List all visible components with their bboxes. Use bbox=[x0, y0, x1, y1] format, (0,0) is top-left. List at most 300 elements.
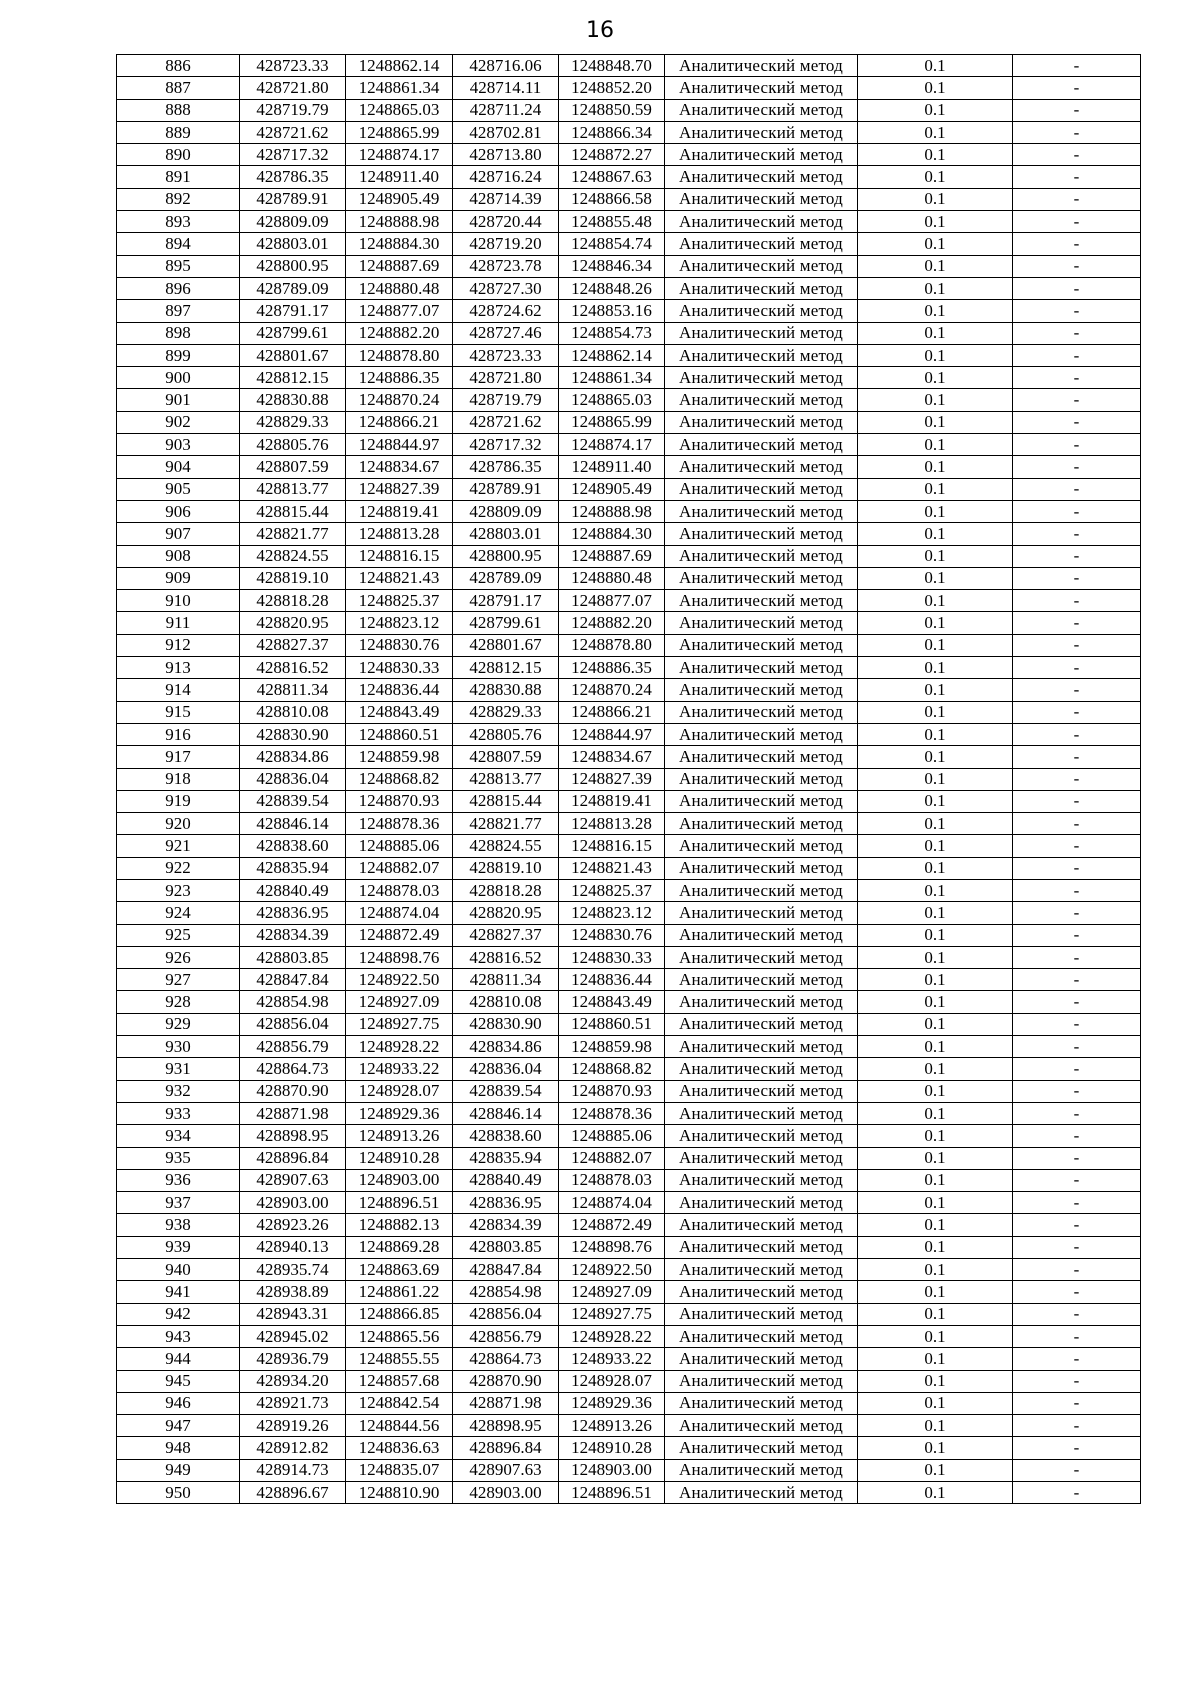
cell-x1-coordinate: 428856.79 bbox=[240, 1036, 346, 1058]
cell-method: Аналитический метод bbox=[665, 1303, 858, 1325]
cell-x1-coordinate: 428721.80 bbox=[240, 77, 346, 99]
table-row bbox=[117, 144, 1141, 166]
table-row bbox=[117, 634, 1141, 656]
cell-y1-coordinate: 1248836.44 bbox=[346, 679, 453, 701]
table-row bbox=[117, 1281, 1141, 1303]
table-row bbox=[117, 657, 1141, 679]
cell-x2-coordinate: 428800.95 bbox=[453, 545, 559, 567]
cell-x1-coordinate: 428935.74 bbox=[240, 1259, 346, 1281]
cell-point-number: 897 bbox=[117, 300, 240, 322]
cell-method: Аналитический метод bbox=[665, 590, 858, 612]
cell-x1-coordinate: 428789.91 bbox=[240, 188, 346, 210]
table-row bbox=[117, 300, 1141, 322]
table-row bbox=[117, 255, 1141, 277]
cell-note: - bbox=[1013, 590, 1141, 612]
cell-x2-coordinate: 428813.77 bbox=[453, 768, 559, 790]
cell-point-number: 950 bbox=[117, 1482, 240, 1504]
cell-y2-coordinate: 1248854.74 bbox=[559, 233, 665, 255]
cell-accuracy: 0.1 bbox=[858, 991, 1013, 1013]
cell-x2-coordinate: 428898.95 bbox=[453, 1415, 559, 1437]
cell-y2-coordinate: 1248874.04 bbox=[559, 1192, 665, 1214]
cell-x1-coordinate: 428816.52 bbox=[240, 657, 346, 679]
cell-accuracy: 0.1 bbox=[858, 99, 1013, 121]
cell-x2-coordinate: 428903.00 bbox=[453, 1482, 559, 1504]
cell-note: - bbox=[1013, 991, 1141, 1013]
table-row bbox=[117, 277, 1141, 299]
cell-note: - bbox=[1013, 1281, 1141, 1303]
cell-x2-coordinate: 428856.04 bbox=[453, 1303, 559, 1325]
table-row bbox=[117, 701, 1141, 723]
cell-accuracy: 0.1 bbox=[858, 924, 1013, 946]
cell-note: - bbox=[1013, 813, 1141, 835]
cell-x1-coordinate: 428803.01 bbox=[240, 233, 346, 255]
cell-note: - bbox=[1013, 1437, 1141, 1459]
cell-accuracy: 0.1 bbox=[858, 277, 1013, 299]
cell-note: - bbox=[1013, 902, 1141, 924]
cell-note: - bbox=[1013, 500, 1141, 522]
cell-note: - bbox=[1013, 746, 1141, 768]
table-row bbox=[117, 367, 1141, 389]
cell-method: Аналитический метод bbox=[665, 121, 858, 143]
table-row bbox=[117, 121, 1141, 143]
cell-y2-coordinate: 1248866.21 bbox=[559, 701, 665, 723]
cell-accuracy: 0.1 bbox=[858, 590, 1013, 612]
cell-x1-coordinate: 428801.67 bbox=[240, 344, 346, 366]
cell-note: - bbox=[1013, 99, 1141, 121]
cell-method: Аналитический метод bbox=[665, 389, 858, 411]
cell-method: Аналитический метод bbox=[665, 255, 858, 277]
cell-y1-coordinate: 1248842.54 bbox=[346, 1392, 453, 1414]
cell-point-number: 946 bbox=[117, 1392, 240, 1414]
cell-point-number: 933 bbox=[117, 1102, 240, 1124]
cell-y2-coordinate: 1248878.80 bbox=[559, 634, 665, 656]
cell-accuracy: 0.1 bbox=[858, 300, 1013, 322]
cell-y2-coordinate: 1248874.17 bbox=[559, 434, 665, 456]
cell-note: - bbox=[1013, 1459, 1141, 1481]
cell-y1-coordinate: 1248830.76 bbox=[346, 634, 453, 656]
cell-y2-coordinate: 1248878.36 bbox=[559, 1102, 665, 1124]
cell-y1-coordinate: 1248878.80 bbox=[346, 344, 453, 366]
cell-method: Аналитический метод bbox=[665, 879, 858, 901]
cell-x1-coordinate: 428838.60 bbox=[240, 835, 346, 857]
cell-y1-coordinate: 1248887.69 bbox=[346, 255, 453, 277]
cell-x2-coordinate: 428854.98 bbox=[453, 1281, 559, 1303]
cell-y1-coordinate: 1248855.55 bbox=[346, 1348, 453, 1370]
cell-point-number: 890 bbox=[117, 144, 240, 166]
cell-y2-coordinate: 1248928.07 bbox=[559, 1370, 665, 1392]
cell-y2-coordinate: 1248872.27 bbox=[559, 144, 665, 166]
cell-y1-coordinate: 1248834.67 bbox=[346, 456, 453, 478]
cell-x1-coordinate: 428719.79 bbox=[240, 99, 346, 121]
cell-x1-coordinate: 428807.59 bbox=[240, 456, 346, 478]
cell-accuracy: 0.1 bbox=[858, 523, 1013, 545]
cell-y2-coordinate: 1248877.07 bbox=[559, 590, 665, 612]
cell-y1-coordinate: 1248922.50 bbox=[346, 969, 453, 991]
cell-y2-coordinate: 1248860.51 bbox=[559, 1013, 665, 1035]
cell-accuracy: 0.1 bbox=[858, 1102, 1013, 1124]
cell-y2-coordinate: 1248865.03 bbox=[559, 389, 665, 411]
cell-y1-coordinate: 1248928.22 bbox=[346, 1036, 453, 1058]
cell-y2-coordinate: 1248830.76 bbox=[559, 924, 665, 946]
cell-method: Аналитический метод bbox=[665, 1214, 858, 1236]
cell-y1-coordinate: 1248836.63 bbox=[346, 1437, 453, 1459]
table-row bbox=[117, 523, 1141, 545]
cell-y1-coordinate: 1248880.48 bbox=[346, 277, 453, 299]
cell-accuracy: 0.1 bbox=[858, 478, 1013, 500]
table-row bbox=[117, 1192, 1141, 1214]
cell-accuracy: 0.1 bbox=[858, 634, 1013, 656]
cell-y1-coordinate: 1248861.34 bbox=[346, 77, 453, 99]
cell-y1-coordinate: 1248870.93 bbox=[346, 790, 453, 812]
cell-note: - bbox=[1013, 946, 1141, 968]
cell-x2-coordinate: 428835.94 bbox=[453, 1147, 559, 1169]
cell-y1-coordinate: 1248878.03 bbox=[346, 879, 453, 901]
cell-point-number: 935 bbox=[117, 1147, 240, 1169]
cell-method: Аналитический метод bbox=[665, 1482, 858, 1504]
cell-y2-coordinate: 1248821.43 bbox=[559, 857, 665, 879]
cell-note: - bbox=[1013, 969, 1141, 991]
cell-y2-coordinate: 1248844.97 bbox=[559, 723, 665, 745]
cell-note: - bbox=[1013, 55, 1141, 77]
cell-accuracy: 0.1 bbox=[858, 389, 1013, 411]
cell-y1-coordinate: 1248882.20 bbox=[346, 322, 453, 344]
cell-x2-coordinate: 428702.81 bbox=[453, 121, 559, 143]
cell-x1-coordinate: 428940.13 bbox=[240, 1236, 346, 1258]
cell-x1-coordinate: 428898.95 bbox=[240, 1125, 346, 1147]
table-row bbox=[117, 166, 1141, 188]
table-row bbox=[117, 1415, 1141, 1437]
cell-x2-coordinate: 428786.35 bbox=[453, 456, 559, 478]
cell-note: - bbox=[1013, 1325, 1141, 1347]
cell-x1-coordinate: 428896.84 bbox=[240, 1147, 346, 1169]
cell-x1-coordinate: 428870.90 bbox=[240, 1080, 346, 1102]
table-row bbox=[117, 77, 1141, 99]
cell-x2-coordinate: 428727.30 bbox=[453, 277, 559, 299]
cell-method: Аналитический метод bbox=[665, 277, 858, 299]
cell-accuracy: 0.1 bbox=[858, 790, 1013, 812]
cell-y2-coordinate: 1248927.75 bbox=[559, 1303, 665, 1325]
cell-note: - bbox=[1013, 1392, 1141, 1414]
cell-method: Аналитический метод bbox=[665, 991, 858, 1013]
cell-y2-coordinate: 1248866.58 bbox=[559, 188, 665, 210]
cell-point-number: 894 bbox=[117, 233, 240, 255]
cell-accuracy: 0.1 bbox=[858, 1392, 1013, 1414]
cell-point-number: 941 bbox=[117, 1281, 240, 1303]
cell-method: Аналитический метод bbox=[665, 456, 858, 478]
cell-y2-coordinate: 1248905.49 bbox=[559, 478, 665, 500]
cell-y2-coordinate: 1248834.67 bbox=[559, 746, 665, 768]
cell-note: - bbox=[1013, 1147, 1141, 1169]
cell-x1-coordinate: 428809.09 bbox=[240, 211, 346, 233]
table-row bbox=[117, 1459, 1141, 1481]
cell-y2-coordinate: 1248911.40 bbox=[559, 456, 665, 478]
cell-y2-coordinate: 1248819.41 bbox=[559, 790, 665, 812]
cell-point-number: 891 bbox=[117, 166, 240, 188]
cell-note: - bbox=[1013, 367, 1141, 389]
table-row bbox=[117, 835, 1141, 857]
cell-x2-coordinate: 428711.24 bbox=[453, 99, 559, 121]
cell-accuracy: 0.1 bbox=[858, 567, 1013, 589]
cell-method: Аналитический метод bbox=[665, 1370, 858, 1392]
cell-accuracy: 0.1 bbox=[858, 857, 1013, 879]
cell-x2-coordinate: 428815.44 bbox=[453, 790, 559, 812]
cell-accuracy: 0.1 bbox=[858, 545, 1013, 567]
table-row bbox=[117, 991, 1141, 1013]
cell-note: - bbox=[1013, 1415, 1141, 1437]
cell-x2-coordinate: 428820.95 bbox=[453, 902, 559, 924]
cell-y1-coordinate: 1248877.07 bbox=[346, 300, 453, 322]
cell-note: - bbox=[1013, 924, 1141, 946]
cell-y2-coordinate: 1248880.48 bbox=[559, 567, 665, 589]
cell-note: - bbox=[1013, 1102, 1141, 1124]
cell-note: - bbox=[1013, 835, 1141, 857]
table-row bbox=[117, 946, 1141, 968]
cell-method: Аналитический метод bbox=[665, 1281, 858, 1303]
cell-x1-coordinate: 428834.86 bbox=[240, 746, 346, 768]
cell-y1-coordinate: 1248927.09 bbox=[346, 991, 453, 1013]
cell-accuracy: 0.1 bbox=[858, 723, 1013, 745]
cell-x2-coordinate: 428847.84 bbox=[453, 1259, 559, 1281]
cell-point-number: 889 bbox=[117, 121, 240, 143]
cell-accuracy: 0.1 bbox=[858, 211, 1013, 233]
cell-note: - bbox=[1013, 679, 1141, 701]
cell-x2-coordinate: 428840.49 bbox=[453, 1169, 559, 1191]
cell-accuracy: 0.1 bbox=[858, 1013, 1013, 1035]
cell-accuracy: 0.1 bbox=[858, 1036, 1013, 1058]
cell-y1-coordinate: 1248810.90 bbox=[346, 1482, 453, 1504]
cell-y1-coordinate: 1248866.85 bbox=[346, 1303, 453, 1325]
cell-y1-coordinate: 1248860.51 bbox=[346, 723, 453, 745]
cell-y2-coordinate: 1248827.39 bbox=[559, 768, 665, 790]
cell-x1-coordinate: 428871.98 bbox=[240, 1102, 346, 1124]
cell-y2-coordinate: 1248885.06 bbox=[559, 1125, 665, 1147]
cell-x1-coordinate: 428835.94 bbox=[240, 857, 346, 879]
cell-point-number: 928 bbox=[117, 991, 240, 1013]
table-row bbox=[117, 322, 1141, 344]
table-row bbox=[117, 1102, 1141, 1124]
cell-x1-coordinate: 428818.28 bbox=[240, 590, 346, 612]
cell-y2-coordinate: 1248865.99 bbox=[559, 411, 665, 433]
cell-x1-coordinate: 428803.85 bbox=[240, 946, 346, 968]
cell-x1-coordinate: 428934.20 bbox=[240, 1370, 346, 1392]
cell-x2-coordinate: 428864.73 bbox=[453, 1348, 559, 1370]
cell-point-number: 887 bbox=[117, 77, 240, 99]
cell-x1-coordinate: 428812.15 bbox=[240, 367, 346, 389]
cell-note: - bbox=[1013, 657, 1141, 679]
table-row bbox=[117, 768, 1141, 790]
cell-note: - bbox=[1013, 1348, 1141, 1370]
cell-point-number: 940 bbox=[117, 1259, 240, 1281]
cell-y1-coordinate: 1248870.24 bbox=[346, 389, 453, 411]
cell-point-number: 926 bbox=[117, 946, 240, 968]
cell-note: - bbox=[1013, 166, 1141, 188]
cell-accuracy: 0.1 bbox=[858, 322, 1013, 344]
cell-y2-coordinate: 1248884.30 bbox=[559, 523, 665, 545]
cell-accuracy: 0.1 bbox=[858, 1325, 1013, 1347]
cell-x2-coordinate: 428719.79 bbox=[453, 389, 559, 411]
cell-x1-coordinate: 428827.37 bbox=[240, 634, 346, 656]
cell-y1-coordinate: 1248882.07 bbox=[346, 857, 453, 879]
cell-point-number: 923 bbox=[117, 879, 240, 901]
cell-accuracy: 0.1 bbox=[858, 879, 1013, 901]
cell-method: Аналитический метод bbox=[665, 545, 858, 567]
cell-note: - bbox=[1013, 344, 1141, 366]
cell-point-number: 949 bbox=[117, 1459, 240, 1481]
cell-accuracy: 0.1 bbox=[858, 902, 1013, 924]
cell-x2-coordinate: 428716.06 bbox=[453, 55, 559, 77]
cell-point-number: 917 bbox=[117, 746, 240, 768]
cell-accuracy: 0.1 bbox=[858, 1236, 1013, 1258]
cell-point-number: 909 bbox=[117, 567, 240, 589]
cell-x2-coordinate: 428810.08 bbox=[453, 991, 559, 1013]
cell-method: Аналитический метод bbox=[665, 367, 858, 389]
cell-accuracy: 0.1 bbox=[858, 233, 1013, 255]
cell-note: - bbox=[1013, 255, 1141, 277]
cell-x1-coordinate: 428810.08 bbox=[240, 701, 346, 723]
cell-x2-coordinate: 428830.90 bbox=[453, 1013, 559, 1035]
cell-x1-coordinate: 428791.17 bbox=[240, 300, 346, 322]
cell-accuracy: 0.1 bbox=[858, 434, 1013, 456]
cell-note: - bbox=[1013, 790, 1141, 812]
cell-note: - bbox=[1013, 1036, 1141, 1058]
cell-accuracy: 0.1 bbox=[858, 746, 1013, 768]
cell-y1-coordinate: 1248862.14 bbox=[346, 55, 453, 77]
cell-y1-coordinate: 1248878.36 bbox=[346, 813, 453, 835]
cell-y1-coordinate: 1248863.69 bbox=[346, 1259, 453, 1281]
cell-y2-coordinate: 1248933.22 bbox=[559, 1348, 665, 1370]
cell-x2-coordinate: 428812.15 bbox=[453, 657, 559, 679]
cell-x1-coordinate: 428805.76 bbox=[240, 434, 346, 456]
table-row bbox=[117, 500, 1141, 522]
cell-accuracy: 0.1 bbox=[858, 1169, 1013, 1191]
cell-y1-coordinate: 1248905.49 bbox=[346, 188, 453, 210]
cell-point-number: 911 bbox=[117, 612, 240, 634]
cell-x1-coordinate: 428786.35 bbox=[240, 166, 346, 188]
table-row bbox=[117, 1482, 1141, 1504]
cell-y1-coordinate: 1248865.56 bbox=[346, 1325, 453, 1347]
cell-y2-coordinate: 1248887.69 bbox=[559, 545, 665, 567]
cell-note: - bbox=[1013, 879, 1141, 901]
cell-point-number: 908 bbox=[117, 545, 240, 567]
cell-y1-coordinate: 1248816.15 bbox=[346, 545, 453, 567]
table-row bbox=[117, 478, 1141, 500]
cell-x2-coordinate: 428829.33 bbox=[453, 701, 559, 723]
cell-point-number: 905 bbox=[117, 478, 240, 500]
cell-y2-coordinate: 1248903.00 bbox=[559, 1459, 665, 1481]
cell-y2-coordinate: 1248882.07 bbox=[559, 1147, 665, 1169]
cell-x2-coordinate: 428721.80 bbox=[453, 367, 559, 389]
cell-y1-coordinate: 1248835.07 bbox=[346, 1459, 453, 1481]
cell-accuracy: 0.1 bbox=[858, 679, 1013, 701]
cell-y1-coordinate: 1248898.76 bbox=[346, 946, 453, 968]
table-row bbox=[117, 879, 1141, 901]
cell-x2-coordinate: 428846.14 bbox=[453, 1102, 559, 1124]
cell-method: Аналитический метод bbox=[665, 612, 858, 634]
cell-note: - bbox=[1013, 1169, 1141, 1191]
cell-note: - bbox=[1013, 1482, 1141, 1504]
cell-method: Аналитический метод bbox=[665, 701, 858, 723]
cell-accuracy: 0.1 bbox=[858, 456, 1013, 478]
cell-x1-coordinate: 428819.10 bbox=[240, 567, 346, 589]
cell-point-number: 903 bbox=[117, 434, 240, 456]
cell-accuracy: 0.1 bbox=[858, 768, 1013, 790]
table-row bbox=[117, 723, 1141, 745]
cell-y2-coordinate: 1248886.35 bbox=[559, 657, 665, 679]
cell-point-number: 930 bbox=[117, 1036, 240, 1058]
cell-point-number: 912 bbox=[117, 634, 240, 656]
cell-point-number: 931 bbox=[117, 1058, 240, 1080]
table-row bbox=[117, 545, 1141, 567]
table-row bbox=[117, 969, 1141, 991]
cell-point-number: 918 bbox=[117, 768, 240, 790]
cell-note: - bbox=[1013, 612, 1141, 634]
cell-note: - bbox=[1013, 144, 1141, 166]
cell-x1-coordinate: 428945.02 bbox=[240, 1325, 346, 1347]
cell-x2-coordinate: 428827.37 bbox=[453, 924, 559, 946]
cell-y2-coordinate: 1248813.28 bbox=[559, 813, 665, 835]
cell-y1-coordinate: 1248896.51 bbox=[346, 1192, 453, 1214]
cell-x2-coordinate: 428834.86 bbox=[453, 1036, 559, 1058]
cell-method: Аналитический метод bbox=[665, 567, 858, 589]
cell-y1-coordinate: 1248910.28 bbox=[346, 1147, 453, 1169]
table-row bbox=[117, 1303, 1141, 1325]
page-number: 16 bbox=[586, 18, 614, 43]
cell-y1-coordinate: 1248813.28 bbox=[346, 523, 453, 545]
cell-y2-coordinate: 1248910.28 bbox=[559, 1437, 665, 1459]
cell-note: - bbox=[1013, 1214, 1141, 1236]
cell-point-number: 888 bbox=[117, 99, 240, 121]
cell-y2-coordinate: 1248878.03 bbox=[559, 1169, 665, 1191]
cell-y1-coordinate: 1248888.98 bbox=[346, 211, 453, 233]
cell-accuracy: 0.1 bbox=[858, 1214, 1013, 1236]
cell-x1-coordinate: 428811.34 bbox=[240, 679, 346, 701]
cell-y2-coordinate: 1248855.48 bbox=[559, 211, 665, 233]
cell-point-number: 906 bbox=[117, 500, 240, 522]
cell-method: Аналитический метод bbox=[665, 1415, 858, 1437]
cell-accuracy: 0.1 bbox=[858, 657, 1013, 679]
cell-x1-coordinate: 428723.33 bbox=[240, 55, 346, 77]
cell-method: Аналитический метод bbox=[665, 500, 858, 522]
cell-y2-coordinate: 1248846.34 bbox=[559, 255, 665, 277]
cell-point-number: 902 bbox=[117, 411, 240, 433]
cell-method: Аналитический метод bbox=[665, 1437, 858, 1459]
cell-y2-coordinate: 1248870.24 bbox=[559, 679, 665, 701]
cell-y2-coordinate: 1248816.15 bbox=[559, 835, 665, 857]
cell-point-number: 936 bbox=[117, 1169, 240, 1191]
cell-y1-coordinate: 1248865.99 bbox=[346, 121, 453, 143]
cell-y1-coordinate: 1248830.33 bbox=[346, 657, 453, 679]
cell-point-number: 896 bbox=[117, 277, 240, 299]
cell-point-number: 948 bbox=[117, 1437, 240, 1459]
cell-point-number: 920 bbox=[117, 813, 240, 835]
cell-accuracy: 0.1 bbox=[858, 188, 1013, 210]
cell-y2-coordinate: 1248848.70 bbox=[559, 55, 665, 77]
cell-y2-coordinate: 1248852.20 bbox=[559, 77, 665, 99]
cell-method: Аналитический метод bbox=[665, 813, 858, 835]
cell-method: Аналитический метод bbox=[665, 1348, 858, 1370]
table-row bbox=[117, 211, 1141, 233]
cell-method: Аналитический метод bbox=[665, 233, 858, 255]
cell-note: - bbox=[1013, 768, 1141, 790]
cell-point-number: 893 bbox=[117, 211, 240, 233]
cell-point-number: 914 bbox=[117, 679, 240, 701]
cell-method: Аналитический метод bbox=[665, 77, 858, 99]
cell-x1-coordinate: 428921.73 bbox=[240, 1392, 346, 1414]
cell-note: - bbox=[1013, 1058, 1141, 1080]
cell-method: Аналитический метод bbox=[665, 166, 858, 188]
cell-y1-coordinate: 1248929.36 bbox=[346, 1102, 453, 1124]
cell-note: - bbox=[1013, 389, 1141, 411]
